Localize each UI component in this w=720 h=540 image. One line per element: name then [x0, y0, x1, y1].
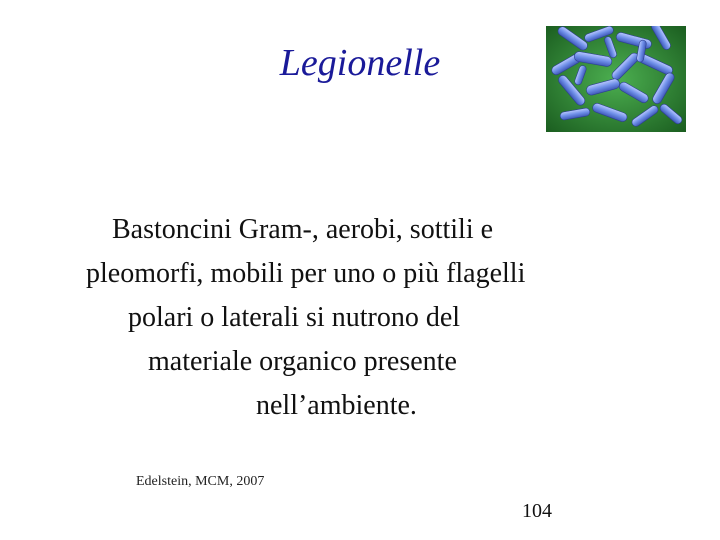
slide-title: Legionelle: [279, 42, 441, 84]
body-line: nell’ambiente.: [256, 390, 417, 421]
citation: Edelstein, MCM, 2007: [136, 474, 265, 489]
legionella-bacteria-image: [546, 26, 686, 132]
body-line: pleomorfi, mobili per uno o più flagelli: [86, 258, 526, 289]
slide-body-text: [60, 208, 680, 428]
body-line: Bastoncini Gram-, aerobi, sottili e: [112, 214, 494, 245]
body-line: polari o laterali si nutrono del: [128, 302, 461, 333]
page-number: 104: [522, 500, 552, 522]
body-line: materiale organico presente: [148, 346, 457, 377]
